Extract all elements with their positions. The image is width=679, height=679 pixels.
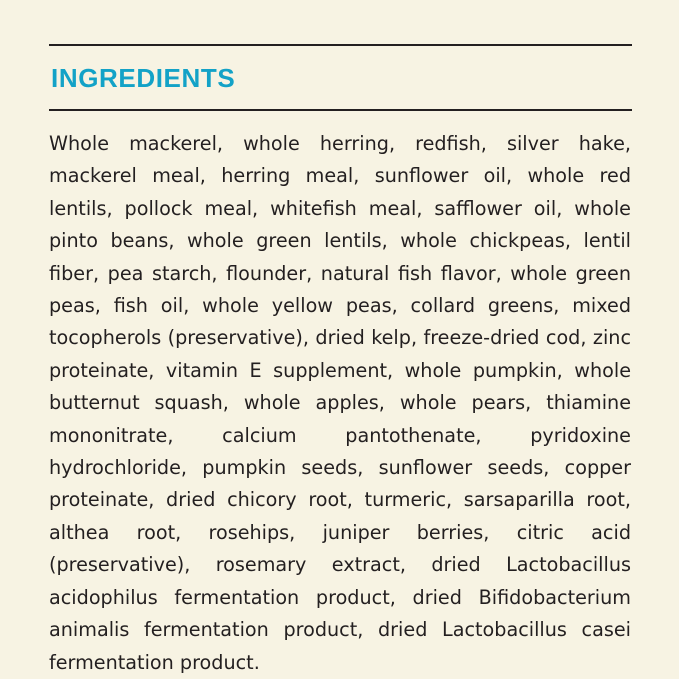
ingredients-panel (49, 44, 632, 679)
page-title: INGREDIENTS (51, 63, 236, 93)
ingredients-list-text: Whole mackerel, whole herring, redfish, silver hake, mackerel meal, herring meal, sunflower oil, whole red lentils, pollock meal, whitefish meal, safflower oil, whole pinto beans, whole green lentils, whole chickpeas, lentil fiber, pea starch, flounder, natural fish flavor, whole green peas, fish oil, whole yellow peas, collard greens, mixed tocopherols (preservative), dried kelp, freeze-dried cod, zinc proteinate, vitamin E supplement, whole pumpkin, whole butternut squash, whole apples, whole pears, thiamine mononitrate, calcium pantothenate, pyridoxine hydrochloride, pumpkin seeds, sunflower seeds, copper proteinate, dried chicory root, turmeric, sarsaparilla root, althea root, rosehips, juniper berries, citric acid (preservative), rosemary extract, dried Lactobacillus acidophilus fermentation product, dried Bifidobacterium animalis fermentation product, dried Lactobacillus casei fermentation product. (49, 132, 631, 674)
